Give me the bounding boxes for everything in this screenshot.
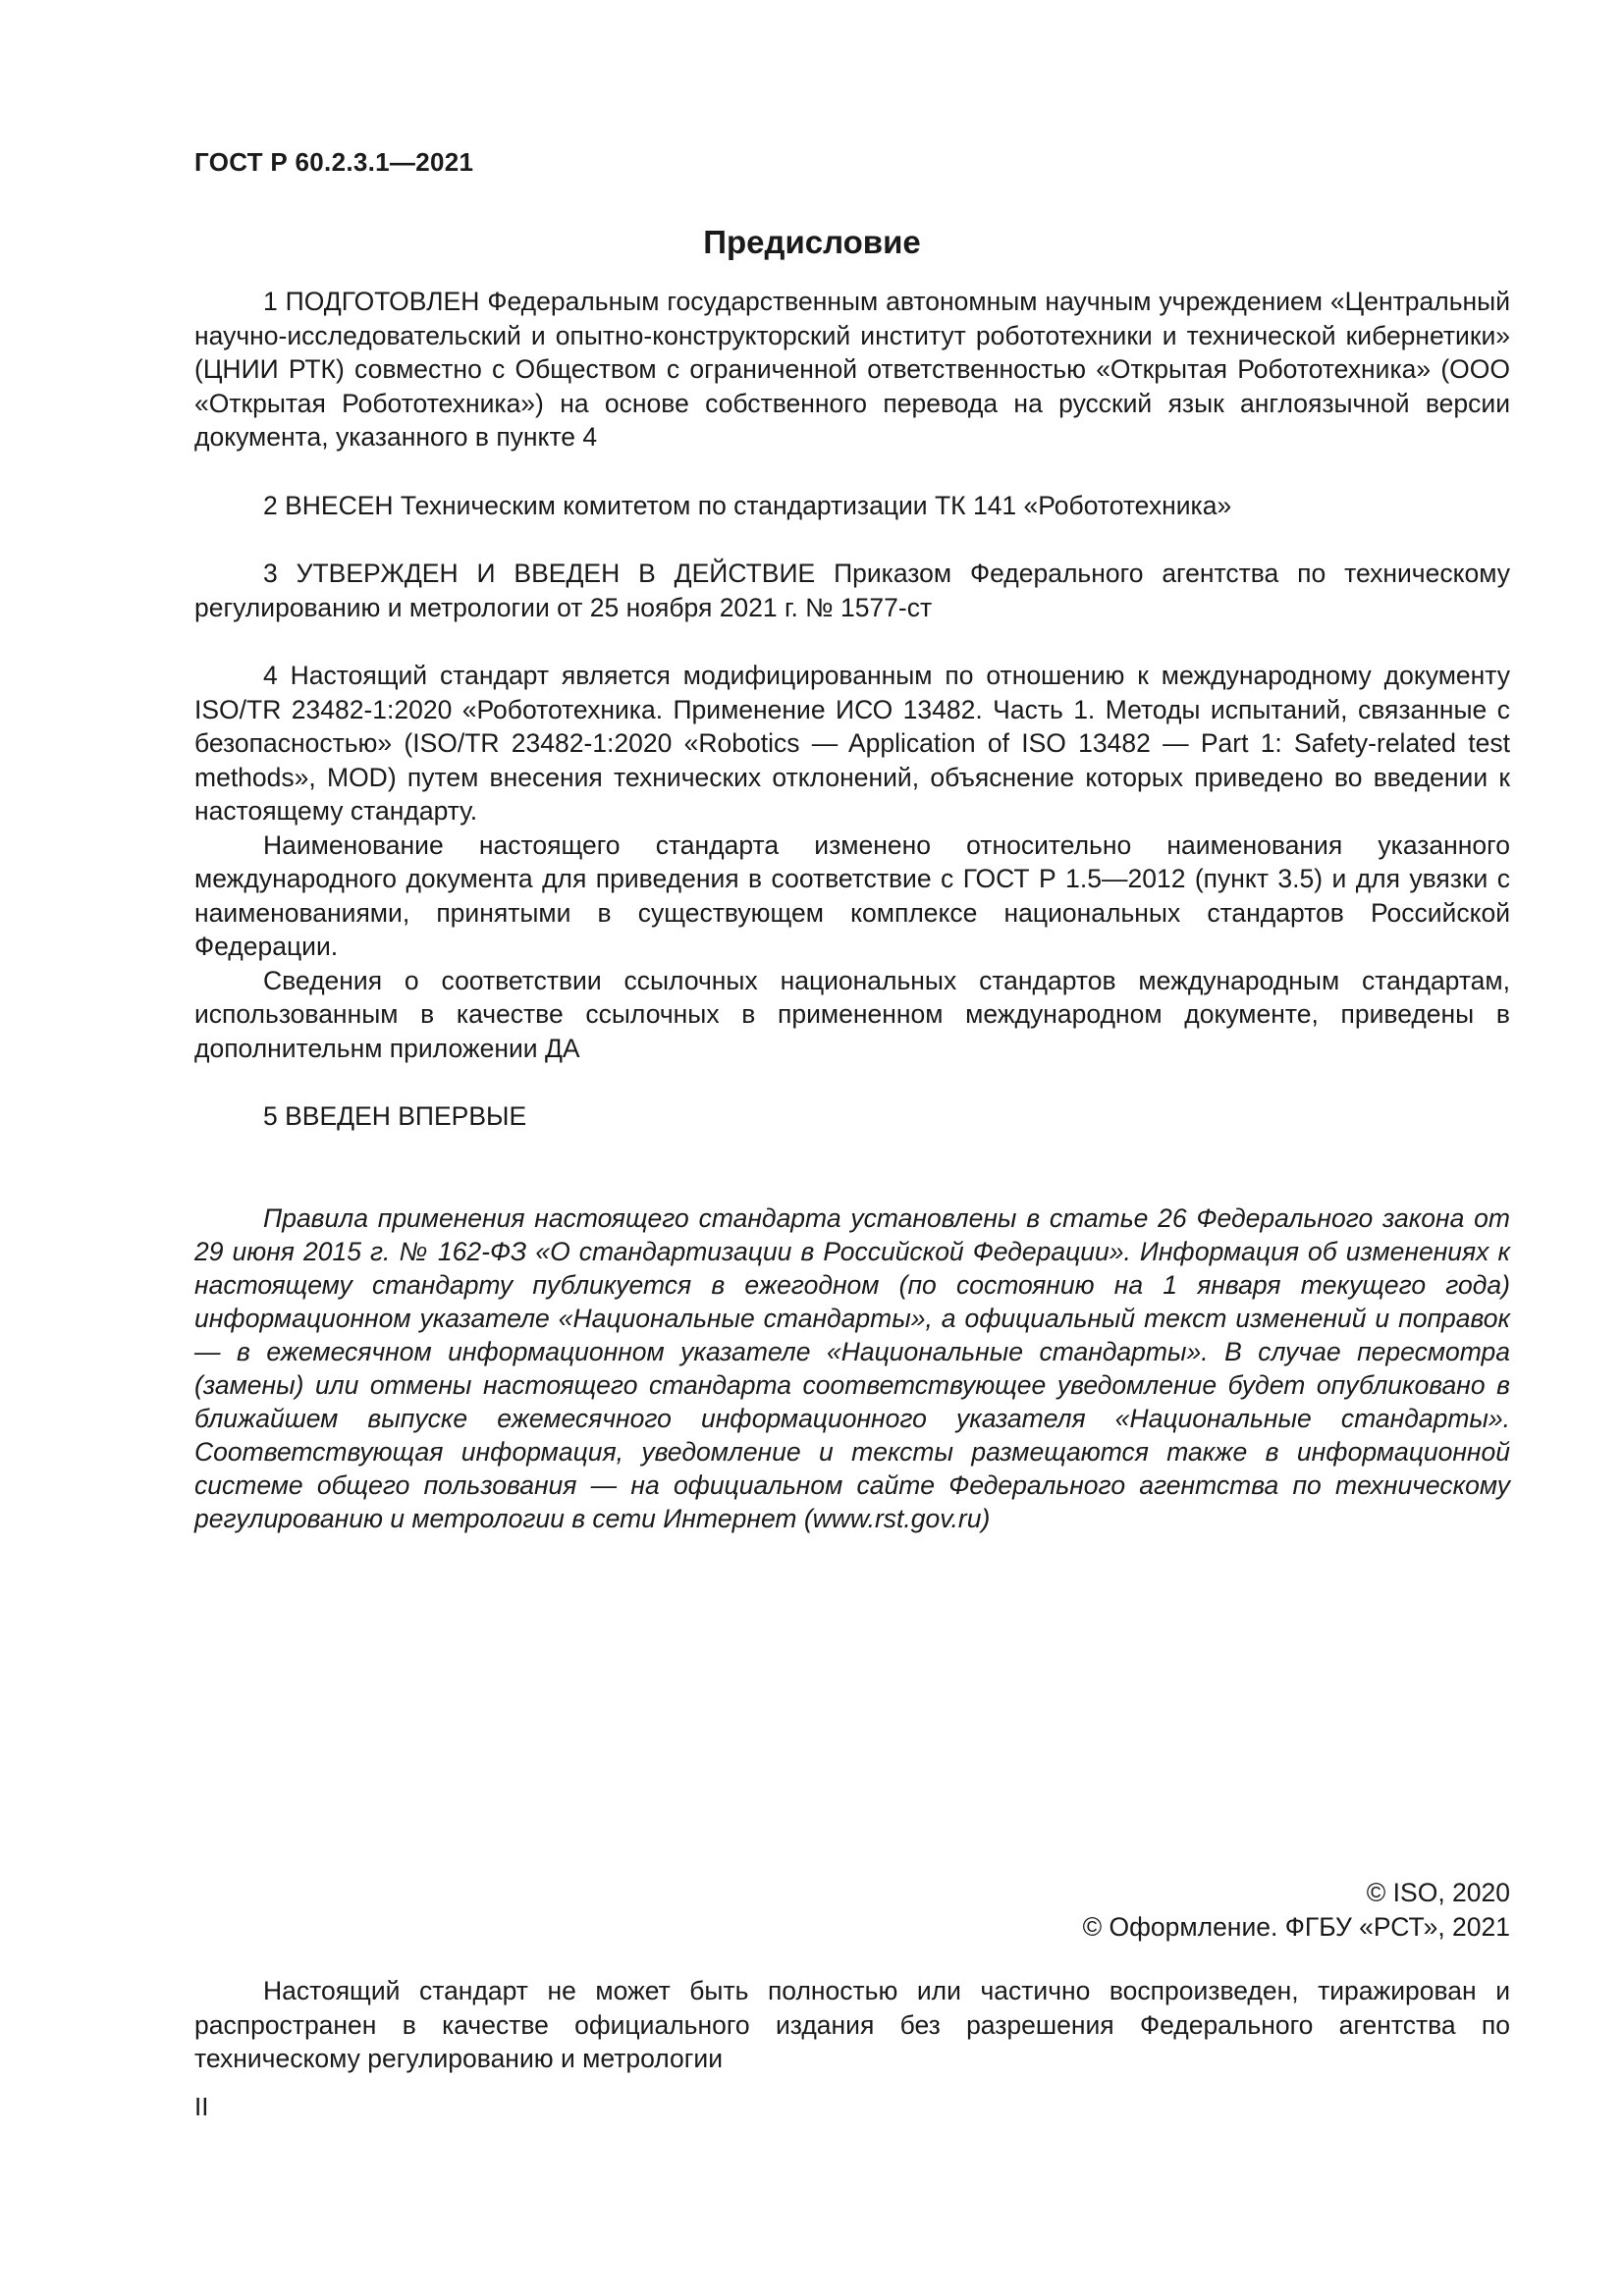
standard-code-header: ГОСТ Р 60.2.3.1—2021 bbox=[194, 147, 474, 177]
preface-item-2: 2 ВНЕСЕН Техническим комитетом по стандартизации ТК 141 «Робототехника» bbox=[263, 490, 1232, 520]
rules-note bbox=[194, 1201, 1510, 1535]
preface-item-4-naming: Наименование настоящего стандарта изменено относительно наименования указанного международного документа для приведения в соответствие с ГОСТ Р 1.5—2012 (пункт 3.5) и для увязки с наименованиями, принятыми в существующем комплексе национальных стандартов Российской Федерации. bbox=[194, 829, 1510, 961]
preface-item-1: 1 ПОДГОТОВЛЕН Федеральным государственным автономным научным учреждением «Центральный научно-исследовательский и опытно-конструкторский институт робототехники и технической кибернетики» (ЦНИИ РТК) совместно с Обществом с ограниченной ответственностью «Открытая Робототехника» (ООО «Открытая Робототехника») на основе собственного перевода на русский язык англоязычной версии документа, указанного в пункте 4 bbox=[194, 287, 1510, 452]
preface-item-4-references: Сведения о соответствии ссылочных национальных стандартов международным стандартам, использованным в качестве ссылочных в примененном международном документе, приведены в дополнительнм приложении ДА bbox=[194, 965, 1510, 1063]
preface-item-5: 5 ВВЕДЕН ВПЕРВЫЕ bbox=[263, 1101, 527, 1131]
page-number: II bbox=[194, 2092, 209, 2121]
preface-item-3: 3 УТВЕРЖДЕН И ВВЕДЕН В ДЕЙСТВИЕ Приказом Федерального агентства по техническому регулированию и метрологии от 25 ноября 2021 г. № 1577-ст bbox=[194, 559, 1510, 622]
copyright-iso: © ISO, 2020 bbox=[1366, 1878, 1510, 1907]
preface-items bbox=[194, 285, 1510, 1134]
preface-item-4: 4 Настоящий стандарт является модифицированным по отношению к международному документу ISO/TR 23482-1:2020 «Робототехника. Применение ИСО 13482. Часть 1. Методы испытаний, связанные с безопасностью» (ISO/TR 23482-1:2020 «Robotics — Application of ISO 13482 — Part 1: Safety-related test methods», MOD) путем внесения технических отклонений, объяснение которых приведено во введении к настоящему стандарту. bbox=[194, 661, 1510, 826]
copyright-design: © Оформление. ФГБУ «РСТ», 2021 bbox=[1082, 1911, 1510, 1942]
rules-note-text: Правила применения настоящего стандарта установлены в статье 26 Федерального закона от 29 июня 2015 г. № 162-ФЗ «О стандартизации в Российской Федерации». Информация об изменениях к настоящему стандарту публикуется в ежегодном (по состоянию на 1 января текущего года) информационном указателе «Национальные стандарты», а официальный текст изменений и поправок — в ежемесячном информационном указателе «Национальные стандарты». В случае пересмотра (замены) или отмены настоящего стандарта соответствующее уведомление будет опубликовано в ближайшем выпуске ежемесячного информационного указателя «Национальные стандарты». Соответствующая информация, уведомление и тексты размещаются также в информационной системе общего пользования — на официальном сайте Федерального агентства по техническому регулированию и метрологии в сети Интернет (www.rst.gov.ru) bbox=[194, 1203, 1510, 1533]
reproduction-note-text: Настоящий стандарт не может быть полностью или частично воспроизведен, тиражирован и распространен в качестве официального издания без разрешения Федерального агентства по техническому регулированию и метрологии bbox=[194, 1976, 1510, 2073]
reproduction-note bbox=[194, 1974, 1510, 2076]
page-title: Предисловие bbox=[703, 224, 921, 260]
copyright-block bbox=[1083, 1876, 1510, 1944]
